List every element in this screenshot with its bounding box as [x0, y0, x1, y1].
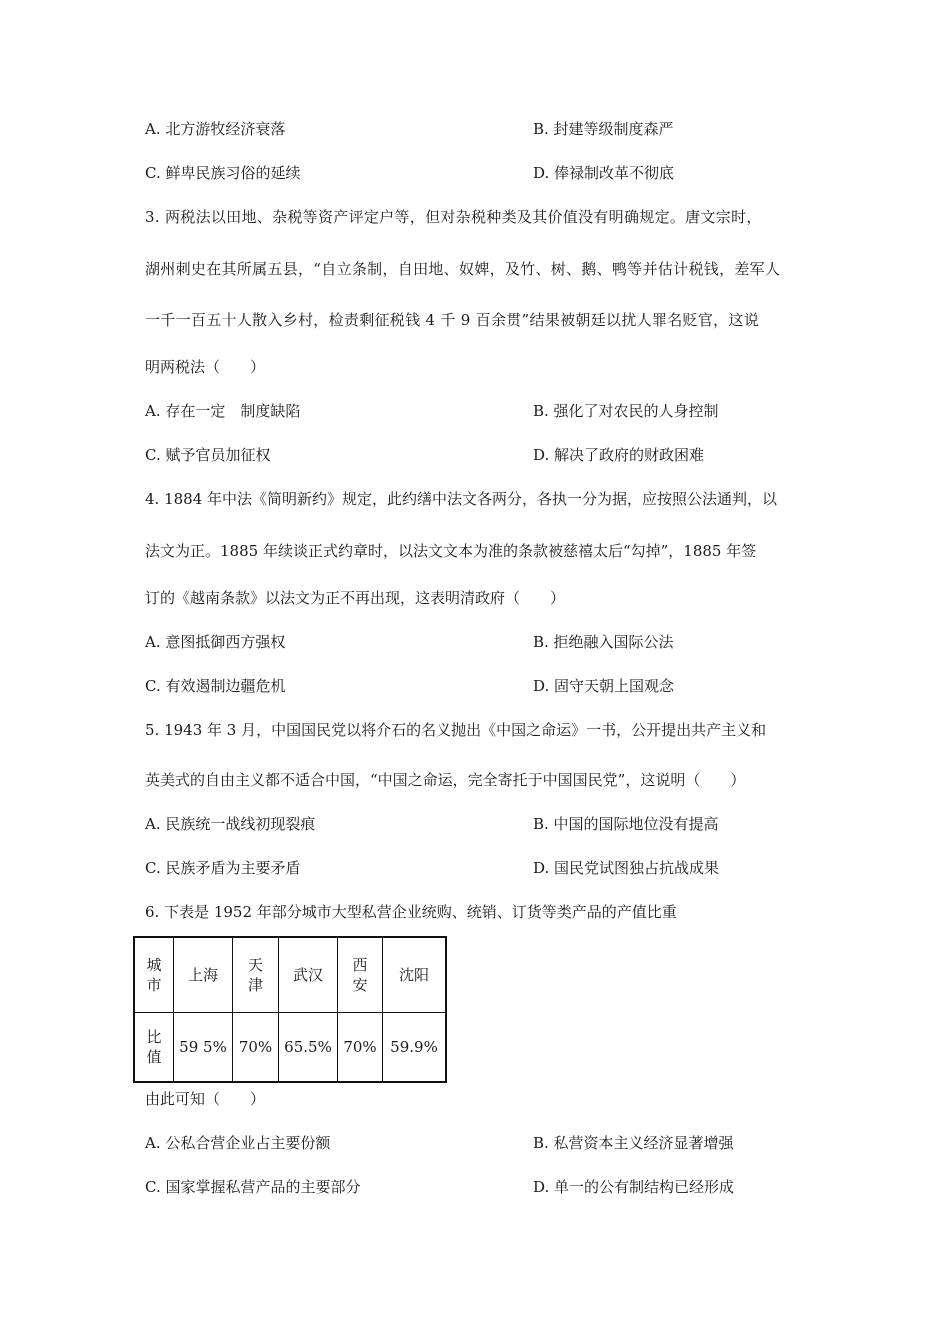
q4-option-c: C. 有效遏制边疆危机 [145, 677, 286, 695]
table-cell-tianjin [233, 937, 279, 1013]
q4-stem-line-2: 法文为正。1885 年续谈正式约章时，以法文文本为准的条款被慈禧太后“勾掉”，1885 年签 [145, 542, 757, 560]
q6-stem: 由此可知（ ） [145, 1090, 266, 1108]
q5-option-a: A. 民族统一战线初现裂痕 [145, 815, 316, 833]
stacked-char: 安 [352, 976, 368, 994]
stacked-char: 西 [352, 956, 368, 974]
stacked-char: 天 [247, 956, 263, 974]
q5-option-d: D. 国民党试图独占抗战成果 [533, 859, 720, 877]
table-value-shenyang: 59.9% [383, 1013, 447, 1083]
q2-option-b: B. 封建等级制度森严 [533, 120, 674, 138]
q3-option-a: A. 存在一定 制度缺陷 [145, 402, 301, 420]
table-cell-shenyang: 沈阳 [383, 937, 447, 1013]
stacked-char: 津 [247, 976, 263, 994]
q4-stem-line-1: 4. 1884 年中法《简明新约》规定，此约缮中法文各两分，各执一分为据，应按照公法通判，以 [145, 490, 778, 508]
q4-stem-line-3: 订的《越南条款》以法文为正不再出现，这表明清政府（ ） [145, 589, 566, 607]
table-cell-shanghai: 上海 [174, 937, 233, 1013]
stacked-char: 值 [146, 1048, 162, 1066]
q6-option-b: B. 私营资本主义经济显著增强 [533, 1134, 734, 1152]
table-row-city [134, 937, 446, 1013]
q4-option-d: D. 固守天朝上国观念 [533, 677, 675, 695]
q5-option-c: C. 民族矛盾为主要矛盾 [145, 859, 301, 877]
table-cell-xian [338, 937, 383, 1013]
q5-stem-line-1: 5. 1943 年 3 月，中国国民党以将介石的名义抛出《中国之命运》一书，公开提出共产主义和 [145, 721, 767, 739]
q3-stem-line-3: 一千一百五十人散入乡村，检责剩征税钱 4 千 9 百余贯”结果被朝廷以扰人罪名贬官，这说 [145, 311, 760, 329]
q4-option-a: A. 意图抵御西方强权 [145, 633, 286, 651]
stacked-char: 城 [146, 956, 162, 974]
q6-data-table [133, 936, 447, 1083]
table-value-wuhan: 65.5% [279, 1013, 338, 1083]
q2-option-c: C. 鲜卑民族习俗的延续 [145, 164, 301, 182]
q3-option-b: B. 强化了对农民的人身控制 [533, 402, 719, 420]
q6-intro: 6. 下表是 1952 年部分城市大型私营企业统购、统销、订货等类产品的产值比重 [145, 903, 677, 921]
table-header-city [134, 937, 174, 1013]
q6-option-c: C. 国家掌握私营产品的主要部分 [145, 1178, 361, 1196]
q6-option-a: A. 公私合营企业占主要份额 [145, 1134, 331, 1152]
table-cell-wuhan: 武汉 [279, 937, 338, 1013]
table-header-ratio [134, 1013, 174, 1083]
q3-option-c: C. 赋予官员加征权 [145, 446, 271, 464]
q2-option-d: D. 俸禄制改革不彻底 [533, 164, 675, 182]
stacked-char: 比 [146, 1028, 162, 1046]
table-value-tianjin: 70% [233, 1013, 279, 1083]
stacked-char: 市 [146, 976, 162, 994]
q2-option-a: A. 北方游牧经济衰落 [145, 120, 286, 138]
q4-option-b: B. 拒绝融入国际公法 [533, 633, 674, 651]
q5-option-b: B. 中国的国际地位没有提高 [533, 815, 719, 833]
q3-option-d: D. 解决了政府的财政困难 [533, 446, 705, 464]
table-row-ratio [134, 1013, 446, 1083]
q3-stem-line-2: 湖州刺史在其所属五县，“自立条制，自田地、奴婢，及竹、树、鹅、鸭等并估计税钱，差军人 [145, 260, 781, 278]
q3-stem-line-1: 3. 两税法以田地、杂税等资产评定户等，但对杂税种类及其价值没有明确规定。唐文宗时， [145, 208, 762, 226]
q3-stem-line-4: 明两税法（ ） [145, 358, 266, 376]
q6-option-d: D. 单一的公有制结构已经形成 [533, 1178, 735, 1196]
table-value-shanghai: 59 5% [174, 1013, 233, 1083]
q5-stem-line-2: 英美式的自由主义都不适合中国，“中国之命运，完全寄托于中国国民党”，这说明（ ） [145, 771, 746, 789]
table-value-xian: 70% [338, 1013, 383, 1083]
